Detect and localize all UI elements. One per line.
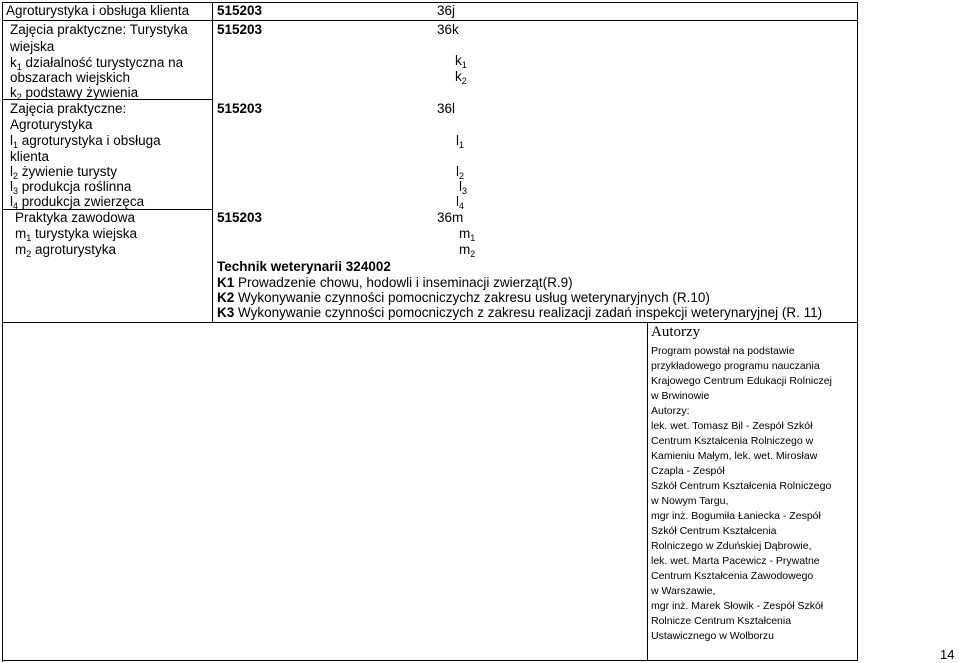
autorzy-line: Szkół Centrum Kształcenia Rolniczego (651, 480, 832, 492)
row-3-line-0: Praktyka zawodowa (15, 210, 136, 225)
autorzy-line: mgr inż. Bogumiła Łaniecka - Zespół (651, 510, 821, 522)
autorzy-line: Czapla - Zespół (651, 465, 725, 477)
item-l2: $l_2$ (456, 164, 465, 181)
row-3-line-1: $m_1$ turystyka wiejska (15, 226, 138, 243)
autorzy-line: w Warszawie, (651, 585, 716, 597)
item-k2: $k_2$ (455, 69, 467, 86)
autorzy-line: Centrum Kształcenia Zawodowego (651, 570, 814, 582)
row-1-line-4: $k_2$ podstawy żywienia (10, 85, 139, 102)
technik-title: Technik weterynarii 324002 (217, 259, 391, 274)
page-number: 14 (940, 647, 955, 662)
unit-3: 36m (437, 210, 464, 225)
item-m2: $m_2$ (459, 242, 476, 259)
autorzy-line: mgr inż. Marek Słowik - Zespół Szkół (651, 600, 824, 612)
row-0-line-0: Agroturystyka i obsługa klienta (6, 3, 190, 18)
unit-1: 36k (437, 22, 459, 37)
row-1-line-1: wiejska (10, 39, 55, 54)
row-1-line-3: obszarach wiejskich (10, 70, 131, 85)
row-2-line-0: Zajęcia praktyczne: (10, 101, 127, 116)
row-2-line-3: klienta (10, 149, 50, 164)
autorzy-line: Rolnicze Centrum Kształcenia (651, 615, 792, 627)
autorzy-line: Krajowego Centrum Edukacji Rolniczej (651, 375, 832, 387)
autorzy-line: Autorzy: (651, 405, 690, 417)
code-1: 515203 (217, 22, 263, 37)
autorzy-line: w Brwinowie (651, 390, 710, 402)
autorzy-line: Szkół Centrum Kształcenia (651, 525, 777, 537)
code-3: 515203 (217, 210, 263, 225)
autorzy-line: w Nowym Targu, (651, 495, 729, 507)
item-k1: $k_1$ (455, 53, 467, 70)
unit-2: 36l (437, 101, 456, 116)
unit-0: 36j (437, 3, 456, 18)
autorzy-line: lek. wet. Marta Pacewicz - Prywatne (651, 555, 820, 567)
autorzy-line: Rolniczego w Zduńskiej Dąbrowie, (651, 540, 812, 552)
technik-k1: K1 Prowadzenie chowu, hodowli i inseminacji zwierząt(R.9) (217, 275, 573, 290)
item-l4: $l_4$ (456, 194, 465, 211)
autorzy-line: Kamieniu Małym, lek. wet. Mirosław (651, 450, 818, 462)
row-3-line-2: $m_2$ agroturystyka (15, 242, 117, 259)
row-2-line-1: Agroturystyka (10, 117, 93, 132)
row-1-line-0: Zajęcia praktyczne: Turystyka (10, 22, 188, 37)
autorzy-line: przykładowego programu nauczania (651, 360, 820, 372)
code-2: 515203 (217, 101, 263, 116)
autorzy-line: lek. wet. Tomasz Bil - Zespół Szkół (651, 420, 813, 432)
technik-k2: K2 Wykonywanie czynności pomocniczychz zakresu usług weterynaryjnych (R.10) (217, 290, 710, 305)
autorzy-line: Program powstał na podstawie (651, 345, 795, 357)
technik-k3: K3 Wykonywanie czynności pomocniczych z zakresu realizacji zadań inspekcji weterynaryjnej (R. 11) (217, 305, 823, 320)
item-l3: $l_3$ (459, 179, 468, 196)
row-2-line-4: $l_2$ żywienie turysty (10, 164, 118, 181)
row-2-line-6: $l_4$ produkcja zwierzęca (10, 194, 145, 211)
autorzy-line: Centrum Kształcenia Rolniczego w (651, 435, 814, 447)
item-l1: $l_1$ (456, 133, 465, 150)
autorzy-heading: Autorzy (651, 324, 701, 340)
code-0: 515203 (217, 3, 263, 18)
autorzy-line: Ustawicznego w Wolborzu (651, 630, 774, 642)
item-m1: $m_1$ (459, 226, 476, 243)
row-2-line-2: $l_1$ agroturystyka i obsługa (10, 133, 161, 150)
row-1-line-2: $k_1$ działalność turystyczna na (10, 55, 184, 72)
row-2-line-5: $l_3$ produkcja roślinna (10, 179, 132, 196)
